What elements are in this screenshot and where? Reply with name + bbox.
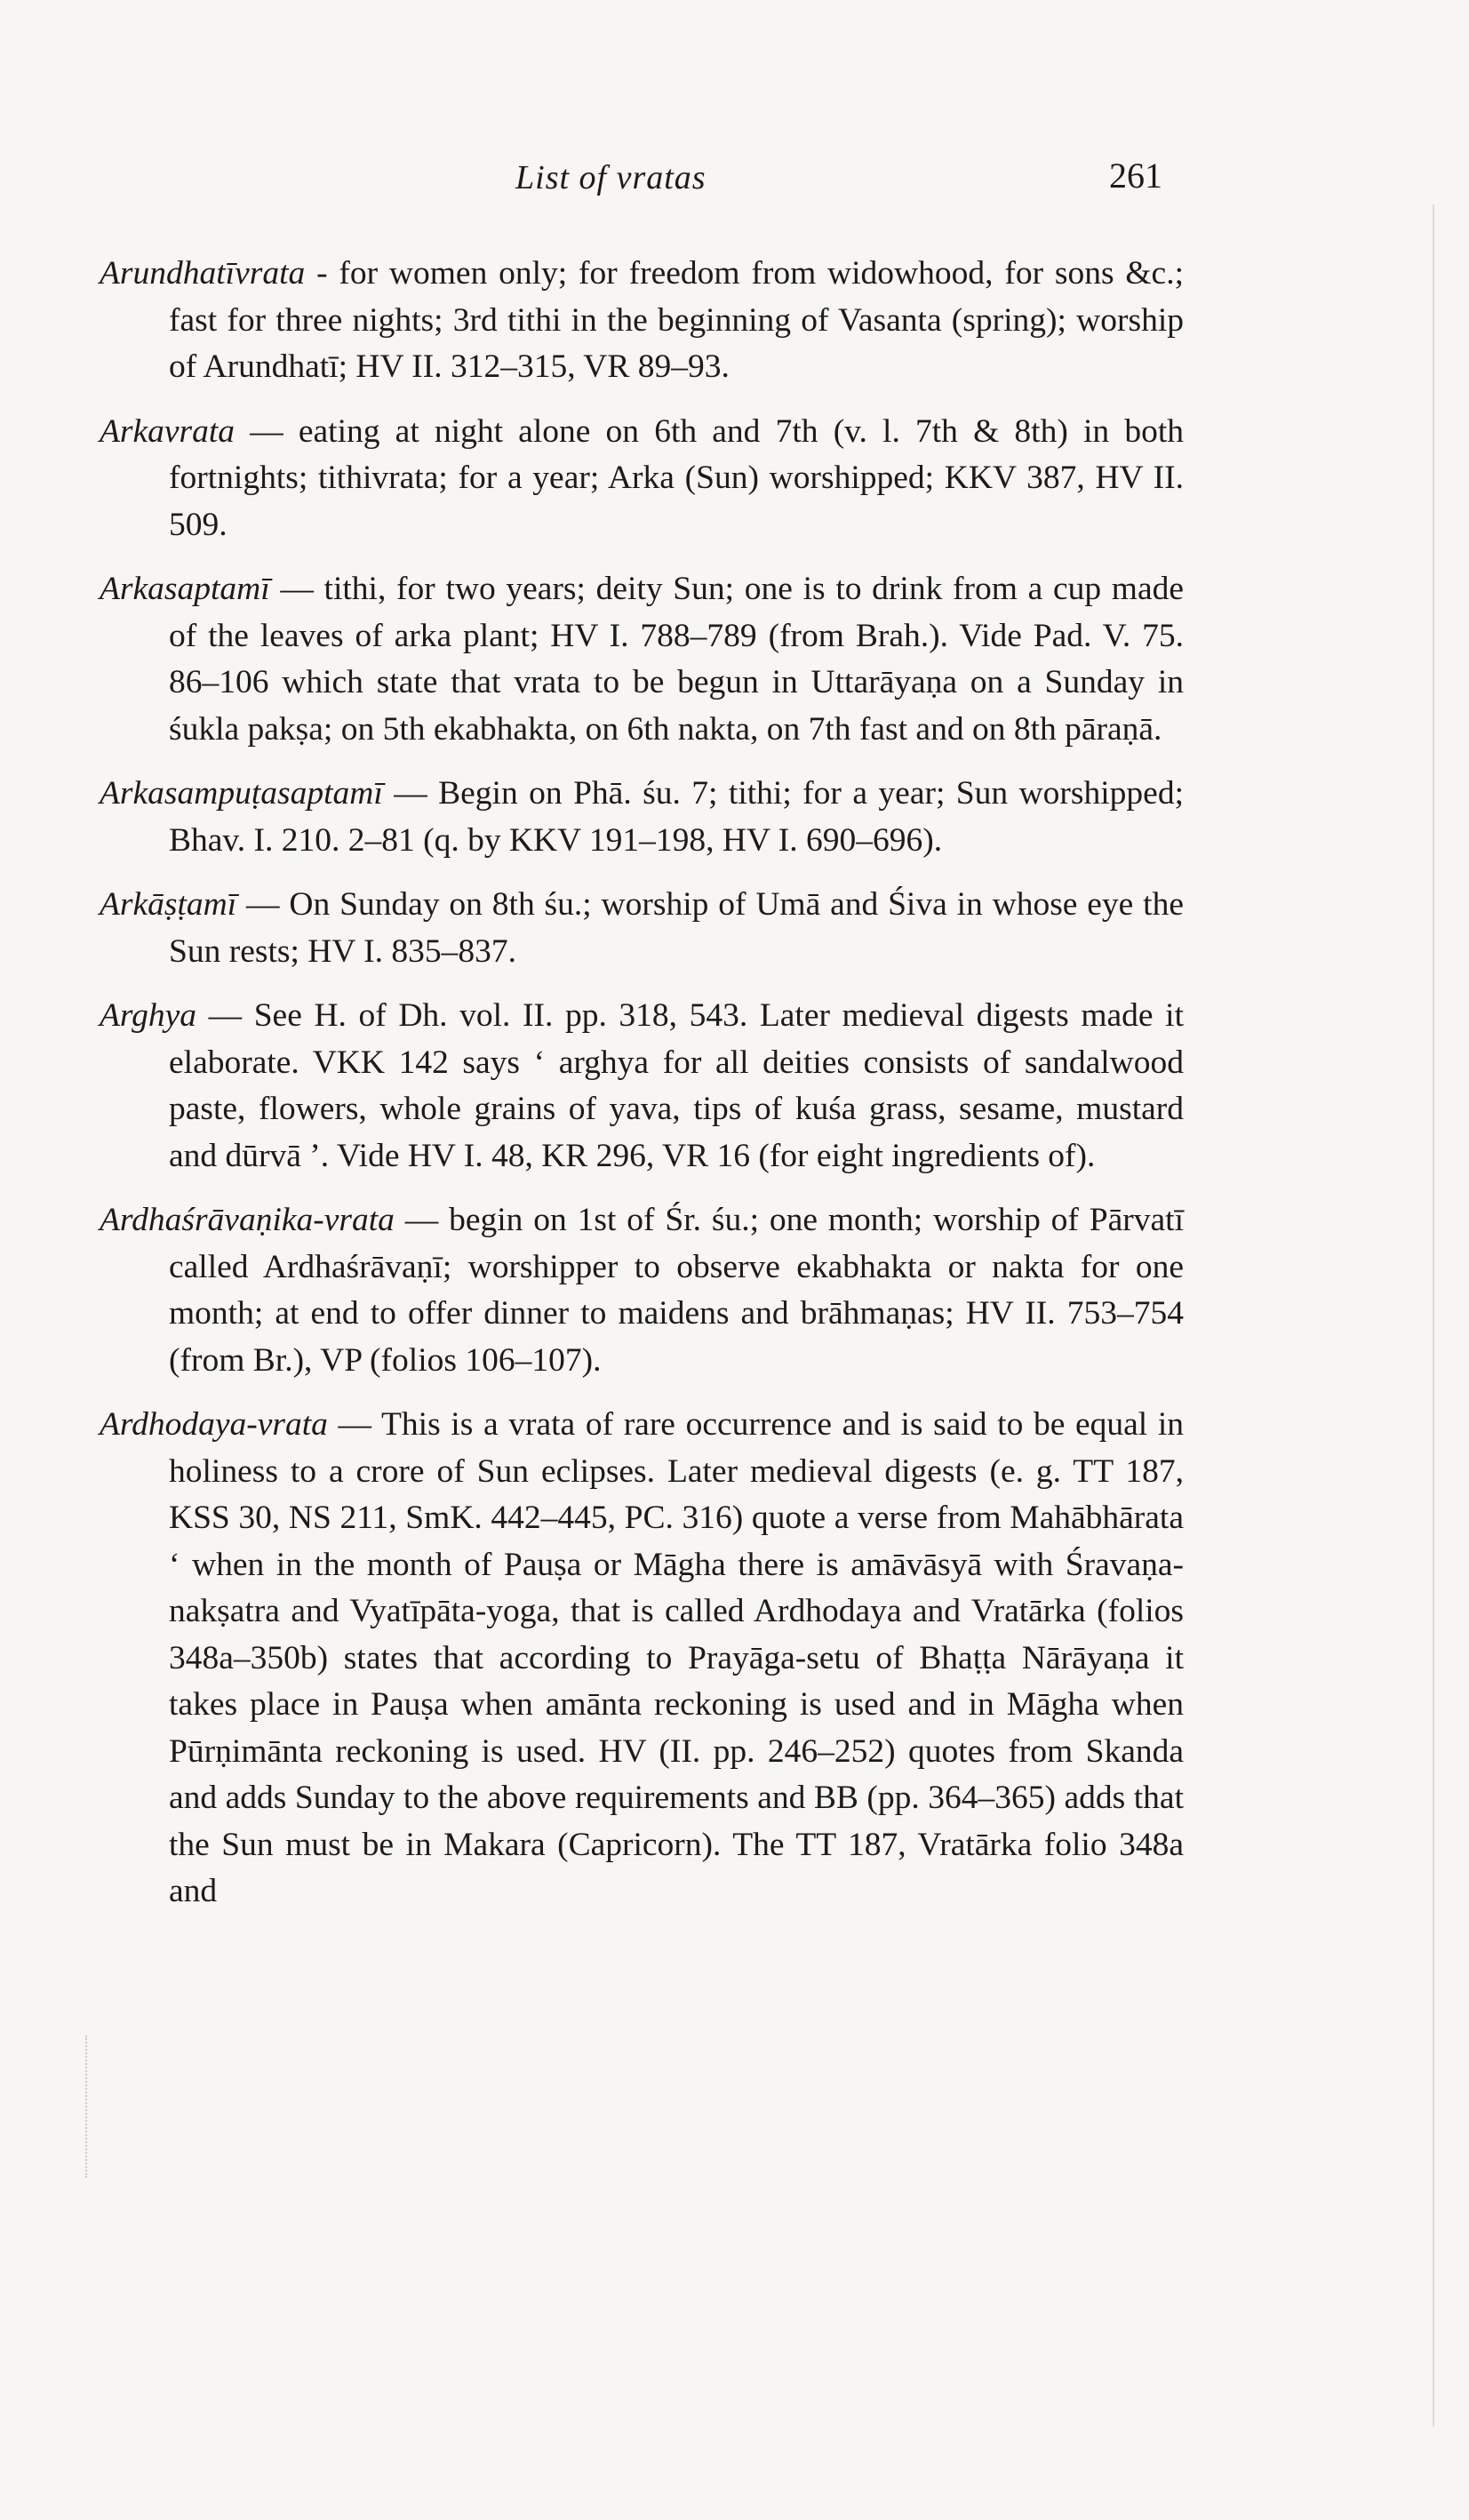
entry-arkasamputasaptami [100, 771, 1184, 864]
entry-arundhativrata [100, 251, 1184, 391]
scan-artifact [85, 2036, 103, 2178]
entry-arkastami [100, 882, 1184, 975]
entry-head: Ardhaśrāvaṇika-vrata [100, 1202, 395, 1238]
entry-text: — eating at night alone on 6th and 7th (v. l. 7th & 8th) in both fortnights; tithivrata; for a year; Arka (Sun) worshipped; KKV 387, HV II. 509. [169, 412, 1184, 543]
entry-ardhasravanika-vrata [100, 1197, 1184, 1384]
entry-text: — begin on 1st of Śr. śu.; one month; worship of Pārvatī called Ardhaśrāvaṇī; worshipper to observe ekabhakta or nakta for one month; at end to offer dinner to maidens and brāhmaṇas; HV II. 753–754 (from Br.), VP (folios 106–107). [169, 1202, 1184, 1379]
entry-text: — On Sunday on 8th śu.; worship of Umā and Śiva in whose eye the Sun rests; HV I. 835–837. [169, 886, 1184, 970]
entry-head: Arundhatīvrata [100, 255, 306, 292]
running-head: List of vratas [515, 159, 707, 196]
entry-text: — See H. of Dh. vol. II. pp. 318, 543. Later medieval digests made it elaborate. VKK 142 says ‘ arghya for all deities consists of sandalwood paste, flowers, whole grains of yava, tips of kuśa grass, sesame, mustard and dūrvā ’. Vide HV I. 48, KR 296, VR 16 (for eight ingredients of). [169, 997, 1184, 1174]
page-number: 261 [1109, 156, 1162, 196]
entry-arkasaptami [100, 566, 1184, 753]
entry-arkavrata [100, 409, 1184, 549]
page-header [0, 158, 1469, 212]
entry-head: Ardhodaya-vrata [100, 1406, 328, 1443]
vrata-list [100, 251, 1184, 1933]
entry-head: Arkasampuṭasaptamī [100, 775, 383, 812]
entry-head: Arghya [100, 997, 197, 1034]
entry-text: — tithi, for two years; deity Sun; one is to drink from a cup made of the leaves of arka plant; HV I. 788–789 (from Brah.). Vide Pad. V. 75. 86–106 which state that vrata to be begun in Uttarāyaṇa on a Sunday in śukla pakṣa; on 5th ekabhakta, on 6th nakta, on 7th fast and on 8th pāraṇā. [169, 571, 1184, 748]
scan-edge-line [1433, 204, 1434, 2427]
entry-arghya [100, 993, 1184, 1180]
entry-head: Arkasaptamī [100, 571, 270, 607]
entry-text: — Begin on Phā. śu. 7; tithi; for a year; Sun worshipped; Bhav. I. 210. 2–81 (q. by KKV 191–198, HV I. 690–696). [169, 775, 1184, 859]
entry-text: — This is a vrata of rare occurrence and is said to be equal in holiness to a crore of Sun eclipses. Later medieval digests (e. g. TT 187, KSS 30, NS 211, SmK. 442–445, PC. 316) quote a verse from Mahābhārata ‘ when in the month of Pauṣa or Māgha there is amāvāsyā with Śravaṇa-nakṣatra and Vyatīpāta-yoga, that is called Ardhodaya and Vratārka (folios 348a–350b) states that according to Prayāga-setu of Bhaṭṭa Nārāyaṇa it takes place in Pauṣa when amānta reckoning is used and in Māgha when Pūrṇimānta reckoning is used. HV (II. pp. 246–252) quotes from Skanda and adds Sunday to the above requirements and BB (pp. 364–365) adds that the Sun must be in Makara (Capricorn). The TT 187, Vratārka folio 348a and [169, 1406, 1184, 1909]
entry-ardhodaya-vrata [100, 1402, 1184, 1916]
entry-head: Arkavrata [100, 412, 236, 450]
entry-text: - for women only; for freedom from widowhood, for sons &c.; fast for three nights; 3rd tithi in the beginning of Vasanta (spring); worship of Arundhatī; HV II. 312–315, VR 89–93. [169, 255, 1184, 385]
entry-head: Arkāṣṭamī [100, 886, 237, 923]
